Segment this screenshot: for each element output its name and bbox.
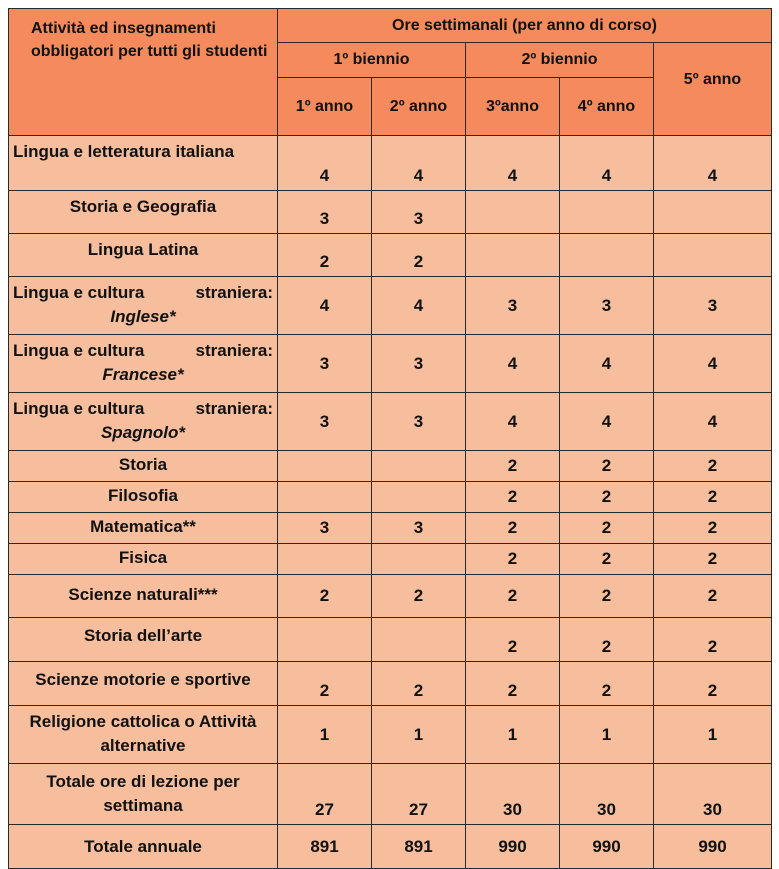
value-cell: 2 <box>466 513 560 544</box>
value-cell: 2 <box>654 513 772 544</box>
value-cell: 2 <box>654 482 772 513</box>
value-cell: 3 <box>466 277 560 335</box>
value-cell: 2 <box>654 618 772 662</box>
value-cell: 2 <box>560 544 654 575</box>
value-cell: 2 <box>278 662 372 706</box>
table-row <box>9 618 772 662</box>
value-cell: 3 <box>372 335 466 393</box>
subject-part: Lingua e cultura <box>13 399 145 418</box>
value-cell: 990 <box>466 825 560 869</box>
value-cell: 1 <box>278 706 372 764</box>
subject-part: Lingua e cultura <box>13 341 145 360</box>
value-cell: 1 <box>560 706 654 764</box>
value-cell: 2 <box>560 575 654 618</box>
table-row <box>9 764 772 825</box>
subject-cell: Storia <box>9 451 278 482</box>
value-cell: 3 <box>278 513 372 544</box>
subject-cell: Fisica <box>9 544 278 575</box>
value-cell: 2 <box>372 662 466 706</box>
subject-cell <box>9 335 278 393</box>
value-cell: 2 <box>560 513 654 544</box>
value-cell <box>372 482 466 513</box>
subject-cell: Scienze naturali*** <box>9 575 278 618</box>
value-cell: 2 <box>278 575 372 618</box>
table-row <box>9 393 772 451</box>
value-cell <box>372 451 466 482</box>
value-cell: 3 <box>372 191 466 234</box>
table-row <box>9 234 772 277</box>
subject-cell: Lingua e letteratura italiana <box>9 136 278 191</box>
header-anno-3: 3ºanno <box>466 78 560 136</box>
value-cell <box>654 191 772 234</box>
table-row <box>9 513 772 544</box>
value-cell <box>278 451 372 482</box>
value-cell: 3 <box>278 335 372 393</box>
value-cell <box>278 544 372 575</box>
subject-part: Lingua e cultura <box>13 283 145 302</box>
value-cell: 4 <box>654 136 772 191</box>
value-cell: 2 <box>466 575 560 618</box>
header-anno-4: 4º anno <box>560 78 654 136</box>
subject-cell: Religione cattolica o Attività alternative <box>9 706 278 764</box>
value-cell: 2 <box>654 544 772 575</box>
value-cell <box>278 482 372 513</box>
value-cell: 30 <box>560 764 654 825</box>
value-cell: 2 <box>278 234 372 277</box>
table-row <box>9 277 772 335</box>
value-cell: 3 <box>278 191 372 234</box>
subject-cell: Storia dell’arte <box>9 618 278 662</box>
value-cell: 4 <box>654 393 772 451</box>
value-cell: 30 <box>466 764 560 825</box>
value-cell: 2 <box>466 662 560 706</box>
header-weekly-hours: Ore settimanali (per anno di corso) <box>278 9 772 43</box>
table-row <box>9 136 772 191</box>
table-row <box>9 544 772 575</box>
subject-cell: Filosofia <box>9 482 278 513</box>
value-cell: 4 <box>560 335 654 393</box>
value-cell <box>466 191 560 234</box>
subject-cell: Totale annuale <box>9 825 278 869</box>
value-cell: 2 <box>466 544 560 575</box>
value-cell <box>654 234 772 277</box>
value-cell <box>466 234 560 277</box>
value-cell <box>560 234 654 277</box>
subject-language: Francese* <box>102 365 184 384</box>
value-cell: 4 <box>278 277 372 335</box>
subject-cell <box>9 277 278 335</box>
value-cell: 3 <box>654 277 772 335</box>
value-cell: 2 <box>372 575 466 618</box>
subject-cell: Matematica** <box>9 513 278 544</box>
table-row <box>9 191 772 234</box>
value-cell: 3 <box>372 513 466 544</box>
value-cell: 4 <box>466 335 560 393</box>
header-anno-2: 2º anno <box>372 78 466 136</box>
curriculum-table <box>8 8 772 869</box>
value-cell: 2 <box>654 662 772 706</box>
value-cell: 30 <box>654 764 772 825</box>
value-cell: 3 <box>560 277 654 335</box>
value-cell: 2 <box>560 662 654 706</box>
table-row <box>9 825 772 869</box>
value-cell: 4 <box>560 136 654 191</box>
value-cell: 1 <box>654 706 772 764</box>
subject-cell <box>9 393 278 451</box>
subject-cell: Lingua Latina <box>9 234 278 277</box>
subject-language: Inglese* <box>110 307 176 326</box>
value-cell: 891 <box>372 825 466 869</box>
value-cell: 3 <box>278 393 372 451</box>
value-cell: 4 <box>278 136 372 191</box>
table-row <box>9 575 772 618</box>
subject-cell: Scienze motorie e sportive <box>9 662 278 706</box>
value-cell: 2 <box>654 451 772 482</box>
table-row <box>9 706 772 764</box>
value-cell <box>372 618 466 662</box>
value-cell: 2 <box>654 575 772 618</box>
value-cell: 4 <box>466 136 560 191</box>
curriculum-table-wrapper <box>8 8 772 869</box>
header-activities: Attività ed insegnamenti obbligatori per tutti gli studenti <box>9 9 278 136</box>
value-cell: 1 <box>372 706 466 764</box>
value-cell: 2 <box>466 482 560 513</box>
subject-part: straniera: <box>195 341 273 360</box>
subject-part: straniera: <box>195 399 273 418</box>
value-cell: 990 <box>654 825 772 869</box>
value-cell: 1 <box>466 706 560 764</box>
header-anno-5: 5º anno <box>654 43 772 136</box>
header-biennio-2: 2º biennio <box>466 43 654 78</box>
table-row <box>9 451 772 482</box>
value-cell: 4 <box>654 335 772 393</box>
subject-cell: Storia e Geografia <box>9 191 278 234</box>
value-cell: 27 <box>372 764 466 825</box>
value-cell: 4 <box>372 277 466 335</box>
value-cell: 3 <box>372 393 466 451</box>
value-cell: 4 <box>560 393 654 451</box>
value-cell: 2 <box>372 234 466 277</box>
value-cell <box>278 618 372 662</box>
value-cell: 4 <box>466 393 560 451</box>
value-cell: 2 <box>466 618 560 662</box>
value-cell: 2 <box>560 482 654 513</box>
subject-language: Spagnolo* <box>100 423 186 442</box>
value-cell: 891 <box>278 825 372 869</box>
table-row <box>9 662 772 706</box>
value-cell: 2 <box>466 451 560 482</box>
table-row <box>9 335 772 393</box>
value-cell: 990 <box>560 825 654 869</box>
value-cell: 2 <box>560 451 654 482</box>
value-cell: 4 <box>372 136 466 191</box>
value-cell <box>372 544 466 575</box>
header-anno-1: 1º anno <box>278 78 372 136</box>
subject-cell: Totale ore di lezione per settimana <box>9 764 278 825</box>
value-cell: 27 <box>278 764 372 825</box>
value-cell: 2 <box>560 618 654 662</box>
table-row <box>9 482 772 513</box>
header-biennio-1: 1º biennio <box>278 43 466 78</box>
value-cell <box>560 191 654 234</box>
subject-part: straniera: <box>195 283 273 302</box>
